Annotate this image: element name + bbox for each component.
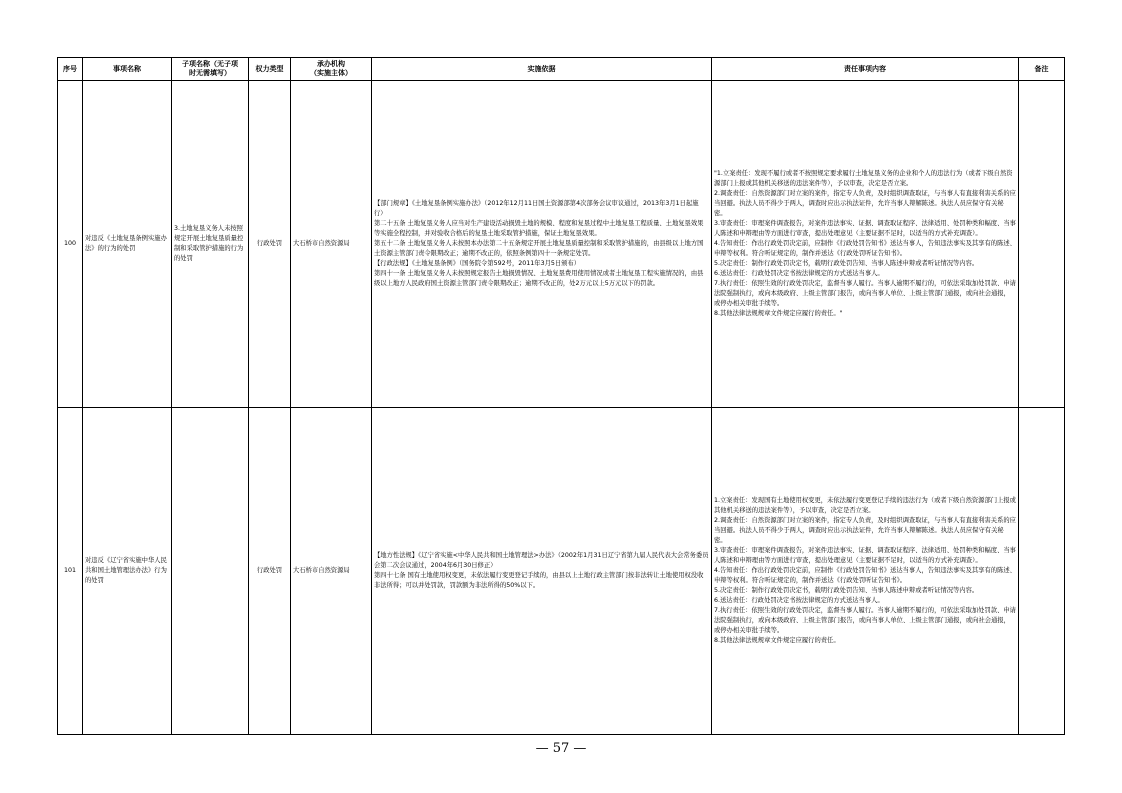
cell-organization: 大石桥市自然资源局 (291, 408, 372, 735)
cell-organization: 大石桥市自然资源局 (291, 81, 372, 408)
cell-remarks (1019, 81, 1065, 408)
table-header-row (58, 58, 1065, 81)
cell-seq: 100 (58, 81, 83, 408)
page-number: — 57 — (535, 741, 587, 756)
header-item-name: 事项名称 (83, 58, 172, 81)
cell-item-name: 对违反《土地复垦条例实施办法》的行为的处罚 (83, 81, 172, 408)
cell-remarks (1019, 408, 1065, 735)
header-remarks: 备注 (1019, 58, 1065, 81)
cell-legal-basis: 【部门规章】《土地复垦条例实施办法》（2012年12月11日国土资源部第4次部务会议审议通过，2013年3月1日起施行） 第二十五条 土地复垦义务人应当对生产建设活动损毁土地的规模、程度和复垦过程中土地复垦工程质量、土地复垦效果等实施全程控制，并对验收合格后的复垦土地采取管护措施，保证土地复垦效果。 第五十二条 土地复垦义务人未按照本办法第二十五条规定开展土地复垦质量控制和采取管护措施的，由县级以上地方国土资源主管部门责令限期改正；逾期不改正的，依照条例第四十一条规定处罚。 【行政法规】《土地复垦条例》（国务院令第592号，2011年3月5日颁布） 第四十一条 土地复垦义务人未按照规定报告土地损毁情况、土地复垦费用使用情况或者土地复垦工程实施情况的，由县级以上地方人民政府国土资源主管部门责令限期改正；逾期不改正的，处2万元以上5万元以下的罚款。 (372, 81, 712, 408)
table-row (58, 408, 1065, 735)
cell-power-type: 行政处罚 (249, 81, 291, 408)
cell-responsibility: 1.立案责任：发现国有土地使用权变更，未依法履行变更登记手续的违法行为（或者下级自然资源部门上报或其他机关移送的违法案件等），予以审查，决定是否立案。 2.调查责任：自然资源部门对立案的案件，指定专人负责，及时组织调查取证，与当事人有直接利害关系的应当回避。执法人员不得少于两人，调查时应出示执法证件，允许当事人辩解陈述。执法人员应保守有关秘密。 3.审查责任：审理案件调查报告，对案件违法事实、证据、调查取证程序、法律适用、处罚种类和幅度、当事人陈述和申辩理由等方面进行审查，提出处理意见（主要证据不足时，以适当的方式补充调查）。 4.告知责任：作出行政处罚决定前，应制作《行政处罚告知书》送达当事人，告知违法事实及其享有的陈述、申辩等权利。符合听证规定的，制作并送达《行政处罚听证告知书》。 5.决定责任：制作行政处罚决定书，载明行政处罚告知、当事人陈述申辩或者听证情况等内容。 6.送达责任：行政处罚决定书按法律规定的方式送达当事人。 7.执行责任：依照生效的行政处罚决定，监督当事人履行。当事人逾期不履行的，可依法采取加处罚款、申请法院强制执行，或向本级政府、上级主管部门报告，或向当事人单位、上级主管部门通报，或向社会通报，或停办相关审批手续等。 8.其他法律法规规章文件规定应履行的责任。 (712, 408, 1019, 735)
cell-responsibility: "1.立案责任：发现不履行或者不按照规定要求履行土地复垦义务的企业和个人的违法行为（或者下级自然资源部门上报或其他机关移送的违法案件等），予以审查，决定是否立案。 2.调查责任：自然资源部门对立案的案件，指定专人负责，及时组织调查取证，与当事人有直接利害关系的应当回避。执法人员不得少于两人，调查时应出示执法证件，允许当事人辩解陈述。执法人员应保守有关秘密。 3.审查责任：审理案件调查报告，对案件违法事实、证据、调查取证程序、法律适用、处罚种类和幅度、当事人陈述和申辩理由等方面进行审查，提出处理意见（主要证据不足时，以适当的方式补充调查）。 4.告知责任：作出行政处罚决定前，应制作《行政处罚告知书》送达当事人，告知违法事实及其享有的陈述、申辩等权利。符合听证规定的，制作并送达《行政处罚听证告知书》。 5.决定责任：制作行政处罚决定书，载明行政处罚告知、当事人陈述申辩或者听证情况等内容。 6.送达责任：行政处罚决定书按法律规定的方式送达当事人。 7.执行责任：依照生效的行政处罚决定，监督当事人履行。当事人逾期不履行的，可依法采取加处罚款、申请法院强制执行，或向本级政府、上级主管部门报告，或向当事人单位、上级主管部门通报，或向社会通报，或停办相关审批手续等。 8.其他法律法规规章文件规定应履行的责任。" (712, 81, 1019, 408)
table-row (58, 81, 1065, 408)
cell-power-type: 行政处罚 (249, 408, 291, 735)
header-organization: 承办机构 （实施主体） (291, 58, 372, 81)
cell-legal-basis: 【地方性法规】《辽宁省实施<中华人民共和国土地管理法>办法》（2002年1月31日辽宁省第九届人民代表大会常务委员会第二次会议通过，2004年6月30日修正） 第四十七条 国有土地使用权变更，未依法履行变更登记手续的，由县以上土地行政主管部门按非法转让土地使用权没收非法所得；可以并处罚款，罚款额为非法所得的50%以下。 (372, 408, 712, 735)
cell-item-name: 对违反《辽宁省实施中华人民共和国土地管理法办法》行为的处罚 (83, 408, 172, 735)
power-list-table (57, 57, 1065, 735)
cell-seq: 101 (58, 408, 83, 735)
header-power-type: 权力类型 (249, 58, 291, 81)
header-responsibility: 责任事项内容 (712, 58, 1019, 81)
header-sub-item-name: 子项名称（无子项 时无需填写） (172, 58, 249, 81)
header-seq: 序号 (58, 58, 83, 81)
cell-sub-item-name (172, 408, 249, 735)
cell-sub-item-name: 3.土地复垦义务人未按照规定开展土地复垦质量控制和采取管护措施的行为的处罚 (172, 81, 249, 408)
header-legal-basis: 实施依据 (372, 58, 712, 81)
